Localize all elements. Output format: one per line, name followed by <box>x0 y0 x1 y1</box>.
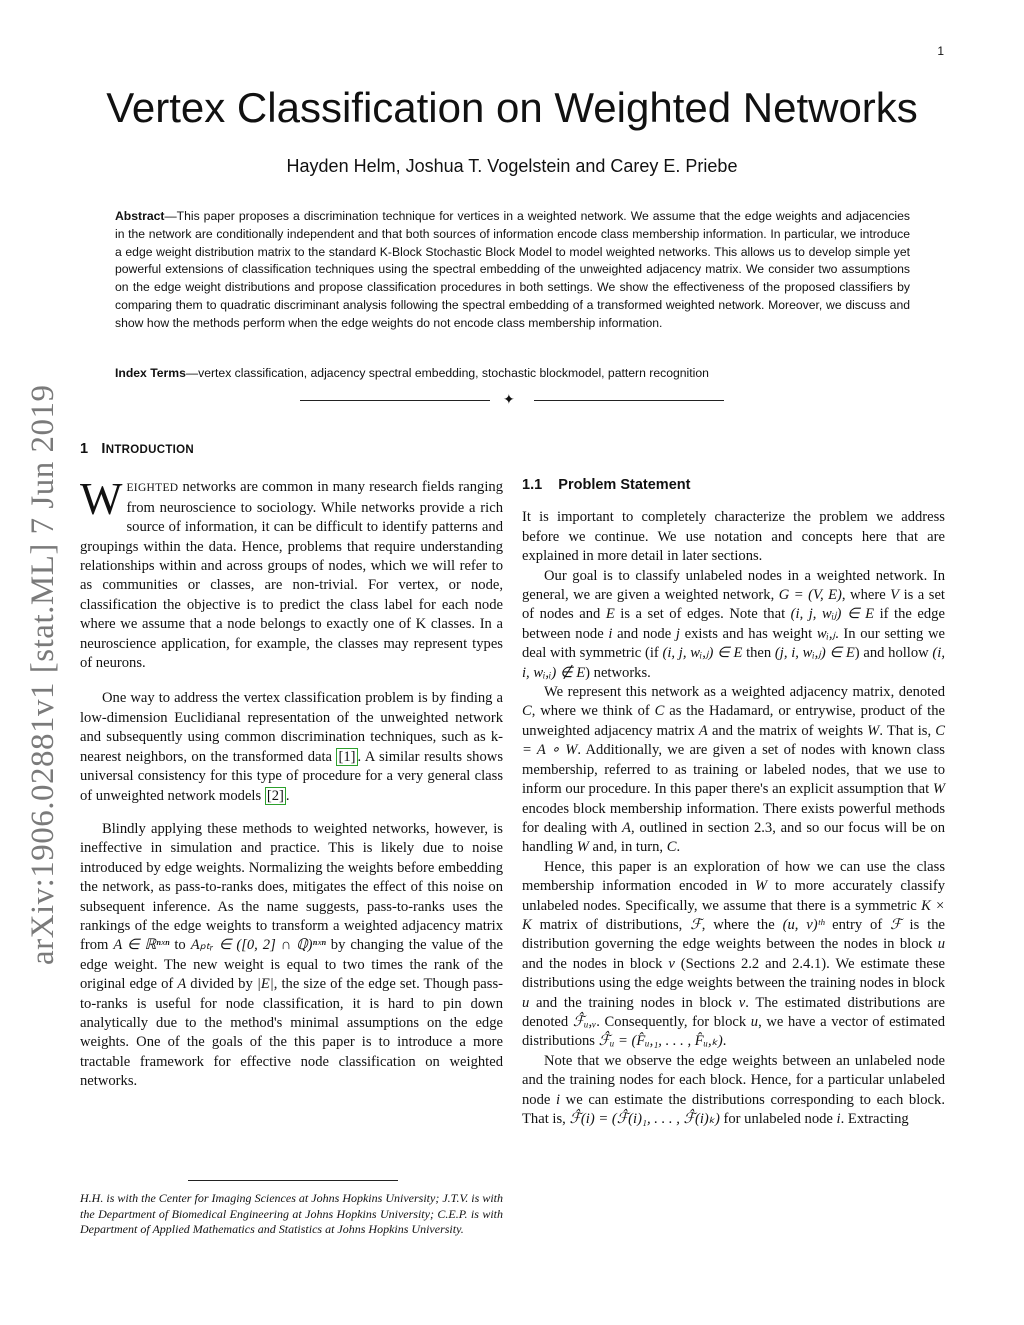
footnote <box>80 1180 503 1238</box>
lead-word: EIGHTED <box>126 482 179 495</box>
arxiv-identifier-stamp: arXiv:1906.02881v1 [stat.ML] 7 Jun 2019 <box>25 384 61 965</box>
index-terms-label: Index Terms <box>115 366 186 380</box>
footnote-rule <box>188 1180 398 1181</box>
subsection-title: Problem Statement <box>558 477 691 493</box>
intro-paragraph-3: Blindly applying these methods to weighted networks, however, is ineffective in simulation and practice. This is likely due to noise introduced by edge weights. Normalizing the weights before embedding the network, as pass-to-ranks does, mitigates the effect of this noise on subsequent inference. As the name suggests, pass-to-ranks uses the rankings of the edge weights to transform a weighted adjacency matrix from A ∈ ℝⁿˣⁿ to Aₚₜᵣ ∈ ([0, 2] ∩ ℚ)ⁿˣⁿ by changing the value of the edge weight. The new weight is equal to two times the rank of the original edge of A divided by |E|, the size of the edge set. Though pass-to-ranks is useful for node classification, it is hard to pin down analytically due to the method's minimal assumptions on the edge weights. One of the goals of the this paper is to introduce a more tractable framework for effective node classification on weighted networks. <box>80 820 504 1090</box>
problem-paragraph-2: Our goal is to classify unlabeled nodes in a weighted network. In general, we are given a weighted network, G = (V, E), where V is a set of nodes and E is a set of edges. Note that (i, j, wᵢⱼ) ∈ E if the edge between node i and node j exists and has weight wᵢ,ⱼ. In our setting we deal with symmetric (if (i, j, wᵢ,ⱼ) ∈ E then (j, i, wᵢ,ⱼ) ∈ E) and hollow (i, i, wᵢ,ᵢ) ∉ E) networks. <box>522 567 945 681</box>
subsection-heading-problem-statement <box>522 476 945 495</box>
paper-title: Vertex Classification on Weighted Networks <box>106 84 918 131</box>
abstract <box>115 208 910 333</box>
problem-paragraph-3: We represent this network as a weighted adjacency matrix, denoted C, where we think of C as the Hadamard, or entrywise, product of the unweighted adjacency matrix A and the matrix of weights W. That is, C = A ∘ W. Additionally, we are given a set of nodes with known class membership, referred to as training or labeled nodes, that we use to inform our procedure. In this paper there's an explicit assumption that W encodes block membership information. There exists powerful methods for dealing with A, outlined in section 2.3, and so our focus will be on handling W and, in turn, C. <box>522 684 945 856</box>
divider-star-icon: ✦ <box>503 393 515 408</box>
divider-line-right <box>534 400 724 401</box>
right-column <box>522 476 945 1129</box>
section-heading-introduction <box>80 440 503 460</box>
intro-paragraph-2: One way to address the vertex classification problem is by finding a low-dimension Euclidianal representation of the unweighted network and subsequently using common discrimination techniques, such as k-nearest neighbors, on the transformed data [1] . A similar results shows universal consistency for this type of procedure for a very general class of unweighted network models [2] . <box>80 690 503 804</box>
section-title-initial: I <box>101 441 106 457</box>
divider-line-left <box>300 400 490 401</box>
problem-paragraph-1: It is important to completely characterize the problem we address before we continue. We use notation and concepts here that are explained in more detail in later sections. <box>522 509 945 565</box>
page-number: 1 <box>937 44 944 58</box>
left-column <box>80 440 503 1092</box>
section-title-rest: NTRODUCTION <box>105 444 194 456</box>
citation-link-2[interactable]: [2] <box>266 787 284 804</box>
author-list: Hayden Helm, Joshua T. Vogelstein and Carey E. Priebe <box>286 156 738 176</box>
footnote-text: H.H. is with the Center for Imaging Sciences at Johns Hopkins University; J.T.V. is with the Department of Biomedical Engineering at Johns Hopkins University; C.E.P. is with Department of Applied Mathematics and Statistics at Johns Hopkins University. <box>80 1191 503 1236</box>
section-divider <box>300 393 724 409</box>
intro-paragraph-1: WEIGHTED networks are common in many research fields ranging from neuroscience to sociology. While networks provide a rich source of information, it can be difficult to identify patterns and groupings within the data. Hence, problems that require understanding relationships within and across groups of nodes, which we will refer to as communities or classes, are non-trivial. For vertex, or node, classification the objective is to predict the class label for each node where we assume that a node belongs to exactly one of K classes. In a neuroscience application, for example, the classes may represent types of neurons. <box>80 474 503 672</box>
problem-paragraph-4: Hence, this paper is an exploration of how we can use the class membership information encoded in W to more accurately classify unlabeled nodes. Specifically, we assume that there is a symmetric K × K matrix of distributions, ℱ, where the (u, v)ᵗʰ entry of ℱ is the distribution governing the edge weights between the nodes in block u and the nodes in block v (Sections 2.2 and 2.4.1). We estimate these distributions using the edge weights between the training nodes in block u and the training nodes in block v. The estimated distributions are denoted ℱ̂ᵤ,ᵥ. Consequently, for block u, we have a vector of estimated distributions ℱ̂ᵤ = (F̂ᵤ,₁, . . . , F̂ᵤ,ₖ). <box>522 858 946 1050</box>
drop-cap: W <box>80 474 123 525</box>
subsection-number: 1.1 <box>522 477 543 493</box>
abstract-label: Abstract <box>115 209 165 223</box>
index-terms-text: —vertex classification, adjacency spectral embedding, stochastic blockmodel, pattern recognition <box>185 366 709 380</box>
section-number: 1 <box>80 441 89 457</box>
citation-link-1[interactable]: [1] <box>338 748 356 765</box>
index-terms <box>115 366 910 380</box>
problem-paragraph-5: Note that we observe the edge weights between an unlabeled node and the training nodes for each block. Hence, for a particular unlabeled node i we can estimate the distributions corresponding to each block. That is, ℱ̂(i) = (ℱ̂(i)₁, . . . , ℱ̂(i)ₖ) for unlabeled node i. Extracting <box>522 1052 945 1127</box>
abstract-text: —This paper proposes a discrimination technique for vertices in a weighted network. We assume that the edge weights and adjacencies in the network are conditionally independent and that both sources of information encode class membership information. In particular, we introduce a edge weight distribution matrix to the standard K-Block Stochastic Block Model to model weighted networks. This allows us to develop simple yet powerful extensions of classification techniques using the spectral embedding of the unweighted adjacency matrix. We consider two assumptions on the edge weight distributions and propose classification procedures in both settings. We show the effectiveness of the proposed classifiers by comparing them to quadratic discriminant analysis following the spectral embedding of a transformed weighted network. Moreover, we discuss and show how the methods perform when the edge weights do not encode class membership information. <box>115 209 910 330</box>
